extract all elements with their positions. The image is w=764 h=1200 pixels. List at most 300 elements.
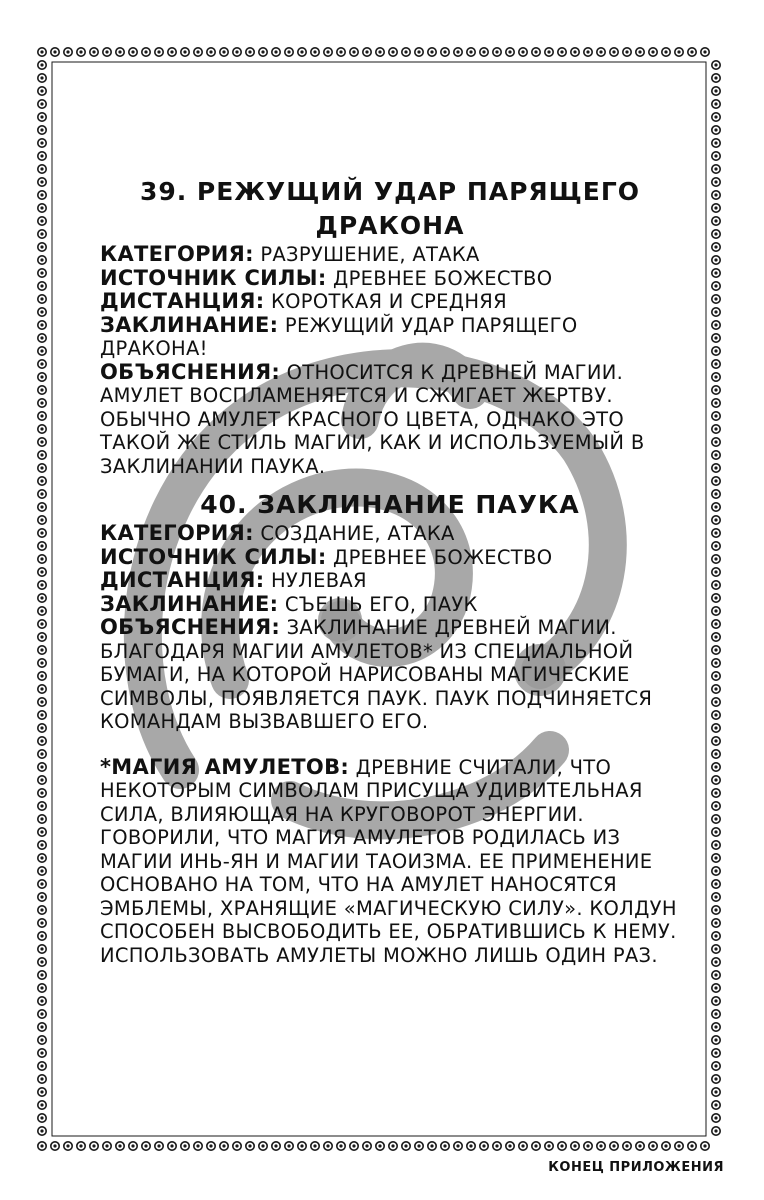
border-ornament [38,594,46,602]
border-ornament [129,1142,137,1150]
border-ornament [712,880,720,888]
category-value: СОЗДАНИЕ, АТАКА [260,522,455,545]
border-ornament [38,1101,46,1109]
border-ornament [116,1142,124,1150]
border-ornament [181,48,189,56]
border-ornament [38,828,46,836]
border-ornament [38,178,46,186]
spell-40-incantation [100,593,680,617]
border-ornament [207,48,215,56]
spell-40 [100,488,680,734]
border-ornament [712,763,720,771]
border-ornament [38,1036,46,1044]
border-ornament [142,48,150,56]
border-ornament [38,191,46,199]
border-ornament [623,1142,631,1150]
border-ornament [38,321,46,329]
border-ornament [712,542,720,550]
border-ornament [712,672,720,680]
border-ornament [712,945,720,953]
border-ornament [712,971,720,979]
border-ornament [712,997,720,1005]
explanation-value: ЗАКЛИНАНИЕ ДРЕВНЕЙ МАГИИ. БЛАГОДАРЯ МАГИИ АМУЛЕТОВ* ИЗ СПЕЦИАЛЬНОЙ БУМАГИ, НА КОТОРОЙ НАРИСОВАНЫ МАГИЧЕСКИЕ СИМВОЛЫ, ПОЯВЛЯЕТСЯ ПАУК. ПАУК ПОДЧИНЯЕТСЯ КОМАНДАМ ВЫЗВАВШЕГО ЕГО. [100,616,653,733]
border-ornament [712,919,720,927]
spell-39-title-line1: 39. РЕЖУЩИЙ УДАР ПАРЯЩЕГО [139,177,641,206]
border-ornament [376,1142,384,1150]
border-ornament [324,1142,332,1150]
border-ornament [116,48,124,56]
border-ornament [712,1127,720,1135]
spell-39-incantation [100,314,680,361]
border-ornament [38,126,46,134]
source-label: ИСТОЧНИК СИЛЫ: [100,544,327,569]
border-ornament [38,100,46,108]
border-ornament [168,48,176,56]
source-label: ИСТОЧНИК СИЛЫ: [100,265,327,290]
border-ornament [38,87,46,95]
border-ornament [38,997,46,1005]
border-ornament [712,438,720,446]
border-ornament [220,1142,228,1150]
border-ornament [38,659,46,667]
border-ornament [558,48,566,56]
border-ornament [712,711,720,719]
border-ornament [38,243,46,251]
border-ornament [636,1142,644,1150]
border-ornament [38,568,46,576]
border-ornament [712,984,720,992]
border-ornament [220,48,228,56]
border-ornament [324,48,332,56]
border-ornament [38,685,46,693]
border-ornament [38,425,46,433]
border-ornament [38,451,46,459]
border-ornament [493,1142,501,1150]
border-ornament [712,477,720,485]
border-ornament [712,906,720,914]
border-ornament [688,48,696,56]
border-ornament [298,1142,306,1150]
appendix-content [100,175,680,967]
border-ornament [712,178,720,186]
border-ornament [712,373,720,381]
border-ornament [298,48,306,56]
border-ornament [712,958,720,966]
border-ornament [712,269,720,277]
border-ornament [311,48,319,56]
border-ornament [441,48,449,56]
border-ornament [38,529,46,537]
border-ornament [38,1023,46,1031]
border-ornament [38,971,46,979]
border-ornament [712,165,720,173]
border-ornament [712,399,720,407]
border-ornament [389,48,397,56]
border-ornament [142,1142,150,1150]
end-of-appendix-label: КОНЕЦ ПРИЛОЖЕНИЯ [548,1160,724,1175]
explanation-value: ОТНОСИТСЯ К ДРЕВНЕЙ МАГИИ. АМУЛЕТ ВОСПЛАМЕНЯЕТСЯ И СЖИГАЕТ ЖЕРТВУ. ОБЫЧНО АМУЛЕТ КРАСНОГО ЦВЕТА, ОДНАКО ЭТО ТАКОЙ ЖЕ СТИЛЬ МАГИИ, КАК И ИСПОЛЬЗУЕМЫЙ В ЗАКЛИНАНИИ ПАУКА. [100,360,645,478]
border-ornament [285,1142,293,1150]
border-ornament [454,1142,462,1150]
border-ornament [181,1142,189,1150]
border-ornament [712,126,720,134]
border-ornament [259,48,267,56]
border-ornament [38,269,46,277]
border-ornament [38,217,46,225]
border-ornament [246,1142,254,1150]
border-ornament [38,802,46,810]
border-ornament [402,48,410,56]
border-ornament [38,165,46,173]
spell-39-title [100,175,680,243]
border-ornament [712,152,720,160]
border-ornament [493,48,501,56]
border-ornament [285,48,293,56]
spell-39-category [100,243,680,267]
border-ornament [712,503,720,511]
spell-label: ЗАКЛИНАНИЕ: [100,312,279,337]
border-ornament [712,893,720,901]
border-ornament [38,412,46,420]
border-ornament [712,1049,720,1057]
border-ornament [38,152,46,160]
border-ornament [38,295,46,303]
spell-39-distance [100,290,680,314]
border-ornament [38,1075,46,1083]
border-ornament [712,282,720,290]
border-ornament [712,204,720,212]
border-ornament [38,464,46,472]
border-ornament [38,607,46,615]
border-ornament [712,789,720,797]
border-ornament [712,113,720,121]
border-ornament [597,48,605,56]
border-ornament [712,360,720,368]
category-label: КАТЕГОРИЯ: [100,242,254,266]
border-ornament [441,1142,449,1150]
border-ornament [38,646,46,654]
border-ornament [636,48,644,56]
border-ornament [712,490,720,498]
border-ornament [38,633,46,641]
border-ornament [480,48,488,56]
border-ornament [712,854,720,862]
border-ornament [38,1062,46,1070]
border-ornament [38,113,46,121]
border-ornament [712,724,720,732]
border-ornament [712,620,720,628]
border-ornament [38,1142,46,1150]
spell-39-explanation [100,361,680,479]
border-ornament [712,412,720,420]
border-ornament [712,217,720,225]
border-ornament [38,1010,46,1018]
border-ornament [38,334,46,342]
category-value: РАЗРУШЕНИЕ, АТАКА [260,243,480,266]
border-ornament [38,581,46,589]
border-ornament [350,48,358,56]
distance-label: ДИСТАНЦИЯ: [100,289,265,313]
border-ornament [712,321,720,329]
border-ornament [675,48,683,56]
border-ornament [688,1142,696,1150]
border-ornament [712,425,720,433]
border-ornament [350,1142,358,1150]
border-ornament [38,620,46,628]
border-ornament [38,1114,46,1122]
border-ornament [259,1142,267,1150]
border-ornament [38,61,46,69]
border-ornament [103,48,111,56]
border-ornament [272,1142,280,1150]
border-ornament [38,399,46,407]
border-ornament [38,841,46,849]
border-ornament [207,1142,215,1150]
border-ornament [712,646,720,654]
spell-value: СЪЕШЬ ЕГО, ПАУК [284,592,478,616]
border-ornament [467,1142,475,1150]
border-ornament [519,1142,527,1150]
border-ornament [38,854,46,862]
border-ornament [194,48,202,56]
border-ornament [38,542,46,550]
border-ornament [712,529,720,537]
border-ornament [168,1142,176,1150]
border-ornament [712,1010,720,1018]
border-ornament [38,360,46,368]
spell-40-category [100,522,680,546]
border-ornament [38,282,46,290]
border-ornament [712,243,720,251]
border-ornament [415,48,423,56]
border-ornament [38,386,46,394]
border-ornament [38,1049,46,1057]
spell-40-distance [100,569,680,593]
border-ornament [233,48,241,56]
border-ornament [337,1142,345,1150]
border-ornament [38,256,46,264]
border-ornament [701,1142,709,1150]
border-ornament [38,789,46,797]
border-ornament [38,347,46,355]
border-ornament [38,139,46,147]
border-ornament [712,308,720,316]
border-ornament [571,48,579,56]
border-ornament [712,633,720,641]
border-ornament [38,672,46,680]
border-ornament [712,594,720,602]
border-ornament [712,516,720,524]
note-text: ДРЕВНИЕ СЧИТАЛИ, ЧТО НЕКОТОРЫМ СИМВОЛАМ ПРИСУЩА УДИВИТЕЛЬНАЯ СИЛА, ВЛИЯЮЩАЯ НА КРУГОВОРОТ ЭНЕРГИИ. ГОВОРИЛИ, ЧТО МАГИЯ АМУЛЕТОВ РОДИЛАСЬ ИЗ МАГИИ ИНЬ-ЯН И МАГИИ ТАОИЗМА. ЕЕ ПРИМЕНЕНИЕ ОСНОВАНО НА ТОМ, ЧТО НА АМУЛЕТ НАНОСЯТСЯ ЭМБЛЕМЫ, ХРАНЯЩИЕ «МАГИЧЕСКУЮ СИЛУ». КОЛДУН СПОСОБЕН ВЫСВОБОДИТЬ ЕЕ, ОБРАТИВШИСЬ К НЕМУ. ИСПОЛЬЗОВАТЬ АМУЛЕТЫ МОЖНО ЛИШЬ ОДИН РАЗ. [100,755,677,967]
explanation-label: ОБЪЯСНЕНИЯ: [100,359,281,384]
border-ornament [38,1088,46,1096]
border-ornament [584,48,592,56]
border-ornament [712,334,720,342]
border-ornament [712,698,720,706]
border-ornament [712,1023,720,1031]
border-ornament [38,503,46,511]
border-ornament [712,1088,720,1096]
border-ornament [428,1142,436,1150]
spell-40-source [100,546,680,570]
border-ornament [712,1075,720,1083]
border-ornament [38,711,46,719]
border-ornament [246,48,254,56]
distance-value: НУЛЕВАЯ [270,569,367,592]
border-ornament [712,802,720,810]
border-ornament [103,1142,111,1150]
border-ornament [38,48,46,56]
border-ornament [38,724,46,732]
note-paragraph [100,756,680,968]
border-ornament [38,204,46,212]
border-ornament [402,1142,410,1150]
distance-value: КОРОТКАЯ И СРЕДНЯЯ [270,290,507,313]
border-ornament [38,750,46,758]
distance-label: ДИСТАНЦИЯ: [100,568,265,592]
border-ornament [77,1142,85,1150]
source-value: ДРЕВНЕЕ БОЖЕСТВО [333,545,553,569]
border-ornament [51,1142,59,1150]
border-ornament [389,1142,397,1150]
border-ornament [545,48,553,56]
spell-40-title: 40. ЗАКЛИНАНИЕ ПАУКА [200,490,580,519]
border-ornament [38,308,46,316]
border-ornament [712,1062,720,1070]
border-ornament [610,1142,618,1150]
border-ornament [584,1142,592,1150]
border-ornament [712,191,720,199]
border-ornament [38,373,46,381]
border-ornament [597,1142,605,1150]
spell-39-title-line2: ДРАКОНА [315,211,465,240]
border-ornament [38,438,46,446]
border-ornament [64,1142,72,1150]
border-ornament [155,48,163,56]
border-ornament [712,1101,720,1109]
border-ornament [363,1142,371,1150]
border-ornament [712,1114,720,1122]
border-ornament [337,48,345,56]
border-ornament [712,230,720,238]
border-ornament [129,48,137,56]
border-ornament [38,477,46,485]
border-ornament [712,568,720,576]
border-ornament [38,555,46,563]
border-ornament [712,100,720,108]
border-ornament [38,919,46,927]
border-ornament [38,945,46,953]
border-ornament [712,750,720,758]
border-ornament [712,1036,720,1044]
border-ornament [649,1142,657,1150]
border-ornament [38,698,46,706]
note-label: *МАГИЯ АМУЛЕТОВ: [100,754,350,779]
border-ornament [64,48,72,56]
border-ornament [272,48,280,56]
border-ornament [38,893,46,901]
border-ornament [712,841,720,849]
border-ornament [558,1142,566,1150]
border-ornament [712,451,720,459]
border-ornament [712,815,720,823]
border-ornament [38,984,46,992]
border-ornament [712,464,720,472]
border-ornament [610,48,618,56]
border-ornament [712,61,720,69]
border-ornament [701,48,709,56]
border-ornament [712,347,720,355]
border-ornament [480,1142,488,1150]
explanation-label: ОБЪЯСНЕНИЯ: [100,615,281,639]
border-ornament [38,230,46,238]
border-ornament [90,48,98,56]
border-ornament [38,867,46,875]
border-ornament [712,295,720,303]
border-ornament [649,48,657,56]
border-ornament [623,48,631,56]
border-ornament [712,828,720,836]
border-ornament [454,48,462,56]
border-ornament [712,607,720,615]
border-ornament [712,555,720,563]
border-ornament [415,1142,423,1150]
border-ornament [545,1142,553,1150]
amulet-magic-note [100,756,680,968]
border-ornament [506,48,514,56]
spell-value: РЕЖУЩИЙ УДАР ПАРЯЩЕГО ДРАКОНА! [100,313,578,360]
spell-39-source [100,267,680,291]
border-ornament [712,659,720,667]
border-ornament [38,1127,46,1135]
border-ornament [712,256,720,264]
border-ornament [532,1142,540,1150]
border-ornament [38,880,46,888]
border-ornament [38,737,46,745]
source-value: ДРЕВНЕЕ БОЖЕСТВО [333,266,553,290]
border-ornament [712,581,720,589]
border-ornament [38,490,46,498]
border-ornament [51,48,59,56]
border-ornament [712,87,720,95]
spell-40-explanation [100,616,680,734]
border-ornament [311,1142,319,1150]
border-ornament [38,932,46,940]
category-label: КАТЕГОРИЯ: [100,521,254,545]
border-ornament [662,48,670,56]
border-ornament [532,48,540,56]
border-ornament [38,74,46,82]
border-ornament [712,74,720,82]
border-ornament [194,1142,202,1150]
border-ornament [155,1142,163,1150]
border-ornament [712,932,720,940]
border-ornament [38,906,46,914]
border-ornament [233,1142,241,1150]
spell-39 [100,175,680,478]
border-ornament [376,48,384,56]
border-ornament [38,815,46,823]
border-ornament [712,386,720,394]
spell-label: ЗАКЛИНАНИЕ: [100,591,279,616]
border-ornament [712,867,720,875]
border-ornament [519,48,527,56]
border-ornament [675,1142,683,1150]
border-ornament [712,776,720,784]
border-ornament [712,685,720,693]
border-ornament [506,1142,514,1150]
border-ornament [38,516,46,524]
